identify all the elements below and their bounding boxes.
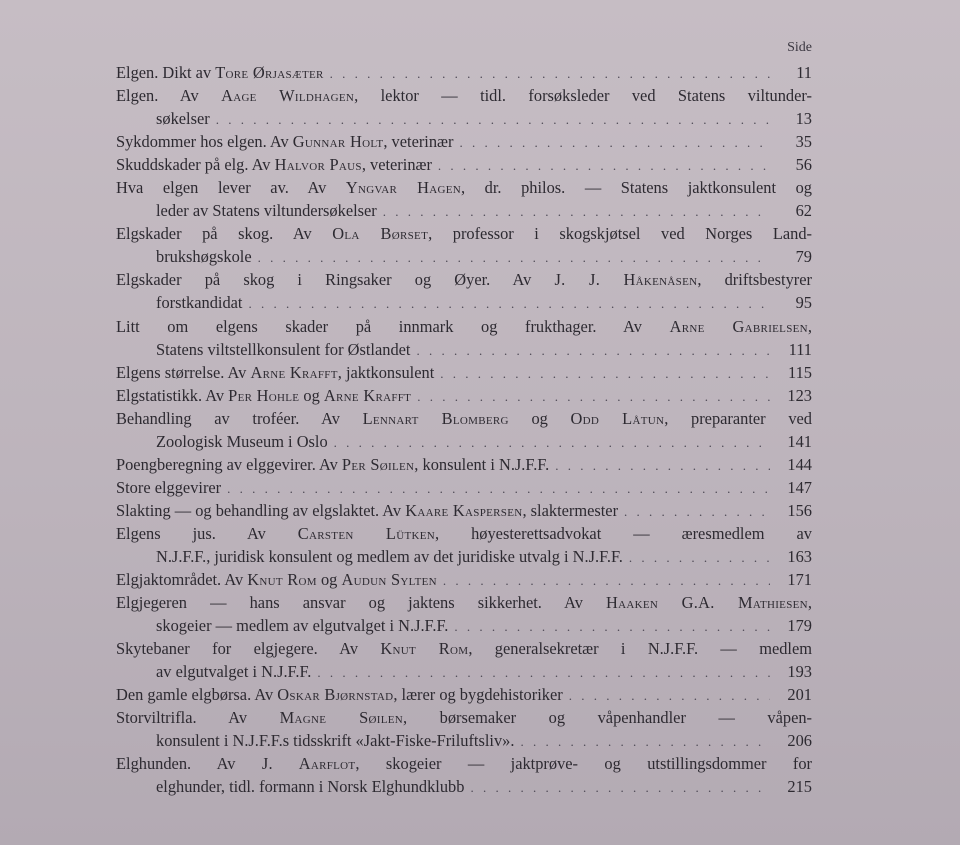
toc-entry [116,706,812,752]
toc-line [116,545,812,568]
author-name: Ola Børset [332,224,429,244]
author-name: Gunnar Holt [292,132,384,152]
author-name: Arne Gabrielsen [669,316,808,336]
toc-line [116,222,812,245]
toc-line [116,637,812,660]
toc-line [116,107,812,130]
toc-entry [116,591,812,637]
dot-leader [227,477,770,499]
dot-leader [470,776,770,798]
toc-line [116,130,812,153]
author-name: J. Aarflot [261,754,356,774]
entry-title-text: Poengberegning av elggevirer. Av [116,454,342,474]
toc-line [116,706,812,729]
entry-title-text: , lærer og bygdehistoriker [393,685,563,705]
toc-entry [116,522,812,568]
entry-title-text: Behandling av troféer. Av [116,408,363,428]
entry-title-text: , konsulent i N.J.F.F. [414,454,550,474]
entry-title-text: , driftsbestyrer [697,270,812,290]
toc-entry [116,568,812,591]
entry-text [116,499,618,522]
entry-text [156,430,328,453]
toc-line [116,430,812,453]
entry-title-text: , høyesterettsadvokat — æresmedlem av [434,523,812,543]
entry-title-text: Sykdommer hos elgen. Av [116,132,293,152]
entry-text [116,268,812,291]
dot-leader [383,200,770,222]
author-name: Knut Rom [247,570,317,590]
toc-line [116,614,812,637]
toc-line [116,660,812,683]
entry-title-text: leder av Statens viltundersøkelser [156,201,377,221]
entry-text [116,61,324,84]
dot-leader [416,339,770,361]
page-number: 35 [795,132,812,152]
table-of-contents [116,61,812,799]
toc-entry [116,637,812,683]
entry-text [156,107,210,130]
entry-title-text: , [807,316,812,336]
entry-title-text: , [807,593,812,613]
dot-leader [334,431,770,453]
author-name: Knut Rom [380,639,469,659]
entry-title-text: Elgstatistikk. Av [116,385,229,405]
entry-title-text: Skuddskader på elg. Av [116,155,275,175]
entry-title-text: Den gamle elgbørsa. Av [116,685,278,705]
entry-text [116,683,563,706]
entry-text [156,199,377,222]
page-number: 179 [787,616,812,636]
entry-title-text: og [316,570,342,590]
entry-text [116,153,432,176]
entry-title-text: av elgutvalget i N.J.F.F. [156,662,312,682]
entry-title-text: N.J.F.F., juridisk konsulent og medlem av det juridiske utvalg i N.J.F.F. [156,546,623,566]
entry-title-text: Litt om elgens skader på innmark og frukthager. Av [116,316,670,336]
dot-leader [555,454,770,476]
entry-title-text: Slakting — og behandling av elgslaktet. Av [116,500,406,520]
entry-title-text: søkelser [156,109,210,129]
dot-leader [569,684,770,706]
page-number: 156 [787,500,812,520]
page-number: 206 [787,731,812,751]
toc-line [116,591,812,614]
entry-text [116,176,812,199]
toc-entry [116,752,812,798]
dot-leader [440,362,770,384]
toc-line [116,361,812,384]
author-name: Haaken G.A. Mathiesen [606,593,808,613]
entry-title-text: Storviltrifla. Av [116,708,280,728]
page-number: 147 [787,477,812,497]
toc-entry [116,384,812,407]
author-name: Arne Krafft [323,385,412,405]
toc-line [116,291,812,314]
entry-text [116,476,221,499]
author-name: Tore Ørjasæter [215,63,324,82]
page-number: 62 [795,201,812,221]
toc-line [116,153,812,176]
entry-title-text: og [299,385,324,405]
entry-title-text: , jaktkonsulent [337,362,435,382]
toc-line [116,199,812,222]
toc-line [116,315,812,338]
toc-entry [116,84,812,130]
author-name: Magne Søilen [279,708,403,728]
entry-text [116,130,453,153]
author-name: Per Søilen [341,454,415,474]
toc-entry [116,407,812,453]
author-name: Oskar Bjørnstad [277,685,394,705]
toc-line [116,384,812,407]
dot-leader [317,661,770,683]
dot-leader [520,730,770,752]
entry-text [116,84,812,107]
page-number: 171 [787,570,812,590]
entry-title-text: Zoologisk Museum i Oslo [156,431,328,451]
dot-leader [454,615,770,637]
entry-text [116,637,812,660]
entry-title-text: Elgens størrelse. Av [116,362,251,382]
toc-entry [116,268,812,314]
page-number: 123 [787,385,812,405]
entry-title-text: Hva elgen lever av. Av [116,178,346,198]
entry-text [116,522,812,545]
entry-title-text: elghunder, tidl. formann i Norsk Elghundklubb [156,777,465,797]
entry-title-text: , slaktermester [522,500,619,520]
page-number: 144 [787,454,812,474]
toc-line [116,245,812,268]
dot-leader [624,500,770,522]
page-column-header: Side [787,40,812,55]
entry-title-text: forstkandidat [156,293,243,313]
author-name: Kaare Kaspersen [405,500,523,520]
entry-title-text: Elgskader på skog i Ringsaker og Øyer. Av [116,270,555,290]
entry-title-text: Elgen. Dikt av [116,63,216,82]
author-name: Halvor Paus [274,155,362,175]
entry-title-text: , veterinær [361,155,432,175]
page-number: 215 [787,777,812,797]
page-number: 13 [795,109,812,129]
entry-title-text: konsulent i N.J.F.F.s tidsskrift «Jakt-Fiske-Friluftsliv». [156,731,515,751]
toc-entry [116,153,812,176]
toc-line [116,683,812,706]
entry-title-text: , generalsekretær i N.J.F.F. — medlem [468,639,812,659]
toc-entry [116,476,812,499]
entry-text [116,361,434,384]
entry-title-text: , veterinær [383,132,454,152]
author-name: Lennart Blomberg [362,408,509,428]
toc-line [116,176,812,199]
toc-entry [116,499,812,522]
toc-line [116,84,812,107]
page-number: 201 [787,685,812,705]
entry-text [156,775,464,798]
entry-title-text: Elgen. Av [116,86,222,106]
dot-leader [438,154,770,176]
toc-line [116,522,812,545]
page-number: 141 [787,431,812,451]
toc-entry [116,61,812,84]
dot-leader [216,108,770,130]
dot-leader [417,385,770,407]
toc-entry [116,315,812,361]
entry-title-text: , professor i skogskjøtsel ved Norges Land- [428,224,812,244]
toc-line [116,407,812,430]
toc-line [116,752,812,775]
entry-title-text: , dr. philos. — Statens jaktkonsulent og [460,178,812,198]
entry-text [156,545,623,568]
entry-title-text: Elgjegeren — hans ansvar og jaktens sikkerhet. Av [116,593,607,613]
author-name: Yngvar Hagen [345,178,461,198]
toc-line [116,568,812,591]
toc-entry [116,130,812,153]
entry-title-text: Store elggevirer [116,477,222,497]
dot-leader [629,546,770,568]
page-number: 11 [796,63,812,82]
entry-title-text: Statens viltstellkonsulent for Østlandet [156,339,411,359]
author-name: Per Hohle [228,385,300,405]
dot-leader [443,569,770,591]
toc-line [116,453,812,476]
dot-leader [248,292,770,314]
entry-title-text: , lektor — tidl. forsøksleder ved Statens viltunder- [354,86,812,106]
entry-text [116,222,812,245]
page-number: 79 [795,247,812,267]
entry-text [156,338,410,361]
toc-line [116,476,812,499]
dot-leader [459,131,770,153]
entry-text [116,706,812,729]
page-number: 111 [788,339,812,359]
author-name: Arne Krafft [250,362,338,382]
page-number: 193 [787,662,812,682]
entry-text [116,407,812,430]
entry-text [156,245,252,268]
toc-entry [116,453,812,476]
entry-title-text: Elghunden. Av [116,754,262,774]
dot-leader [330,62,770,84]
toc-line [116,268,812,291]
toc-line [116,775,812,798]
toc-entry [116,361,812,384]
entry-text [116,453,549,476]
entry-title-text: Elgskader på skog. Av [116,224,333,244]
entry-title-text: , preparanter ved [664,408,812,428]
toc-entry [116,222,812,268]
entry-text [156,660,311,683]
toc-entry [116,176,812,222]
page-number: 95 [795,293,812,313]
author-name: Odd Låtun [570,408,665,428]
toc-line [116,729,812,752]
author-name: Carsten Lütken [297,523,435,543]
entry-text [116,591,812,614]
toc-line [116,338,812,361]
entry-text [156,291,242,314]
entry-title-text: , børsemaker og våpenhandler — våpen- [403,708,812,728]
author-name: Audun Sylten [341,570,437,590]
author-name: J. J. Håkenåsen [554,270,698,290]
page-number: 115 [788,362,812,382]
toc-line [116,61,812,84]
entry-title-text: og [508,408,571,428]
entry-text [116,315,812,338]
entry-title-text: brukshøgskole [156,247,252,267]
author-name: Aage Wildhagen [221,86,355,106]
entry-text [116,384,411,407]
entry-title-text: skogeier — medlem av elgutvalget i N.J.F.F. [156,616,449,636]
entry-text [156,729,514,752]
toc-line [116,499,812,522]
page-number: 163 [787,546,812,566]
entry-title-text: Skytebaner for elgjegere. Av [116,639,381,659]
entry-text [156,614,448,637]
dot-leader [258,246,770,268]
entry-text [116,568,437,591]
entry-title-text: Elgens jus. Av [116,523,298,543]
toc-entry [116,683,812,706]
page-number: 56 [795,155,812,175]
entry-title-text: Elgjaktområdet. Av [116,570,248,590]
entry-text [116,752,812,775]
entry-title-text: , skogeier — jaktprøve- og utstillingsdommer for [355,754,812,774]
